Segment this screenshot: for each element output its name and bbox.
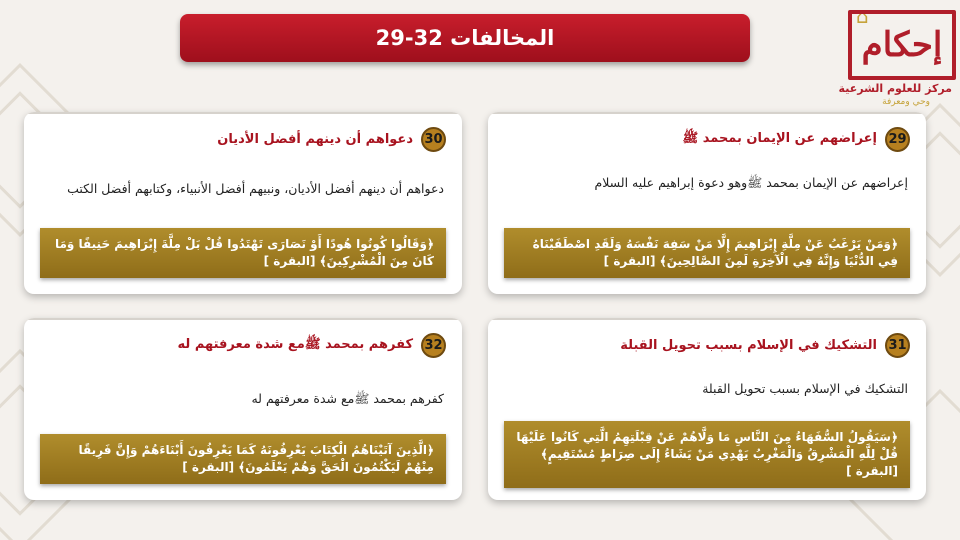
card-description: كفرهم بمحمد ﷺمع شدة معرفتهم له <box>251 391 444 406</box>
card-divider <box>24 318 462 320</box>
card-divider <box>488 318 926 320</box>
card-header <box>620 332 910 358</box>
card-description: إعراضهم عن الإيمان بمحمد ﷺوهو دعوة إبراهيم عليه السلام <box>594 175 908 190</box>
card-number-badge: 31 <box>885 333 910 358</box>
card-32 <box>24 318 462 500</box>
page-title: المخالفات 32-29 <box>375 26 555 50</box>
logo <box>838 4 956 108</box>
card-title: دعواهم أن دينهم أفضل الأديان <box>217 131 413 147</box>
card-header <box>682 126 910 152</box>
card-verse: ﴿سَيَقُولُ السُّفَهَاءُ مِنَ النَّاسِ مَا وَلَّاهُمْ عَنْ قِبْلَتِهِمُ الَّتِي كَانُوا عَلَيْهَا قُلْ لِلَّهِ الْمَشْرِقُ وَالْمَغْرِبُ يَهْدِي مَنْ يَشَاءُ إِلَى صِرَاطٍ مُسْتَقِيمٍ﴾ [البقرة ] <box>504 421 910 488</box>
card-30 <box>24 112 462 294</box>
card-number-badge: 29 <box>885 127 910 152</box>
logo-subtitle: مركز للعلوم الشرعية <box>838 82 952 95</box>
card-header <box>217 126 446 152</box>
card-header <box>178 332 446 358</box>
card-description: دعواهم أن دينهم أفضل الأديان، ونبيهم أفضل الأنبياء، وكتابهم أفضل الكتب <box>67 181 444 196</box>
logo-tagline: وحي ومعرفة <box>882 97 930 107</box>
card-divider <box>488 112 926 114</box>
dome-icon: ⌂ <box>856 4 869 28</box>
card-title: كفرهم بمحمد ﷺمع شدة معرفتهم له <box>177 336 413 352</box>
card-number-badge: 32 <box>421 333 446 358</box>
card-verse: ﴿وَمَنْ يَرْغَبُ عَنْ مِلَّةِ إِبْرَاهِيمَ إِلَّا مَنْ سَفِهَ نَفْسَهُ وَلَقَدِ اصْطَفَيْنَاهُ فِي الدُّنْيَا وَإِنَّهُ فِي الْآخِرَةِ لَمِنَ الصَّالِحِينَ﴾ [البقرة ] <box>504 228 910 278</box>
card-description: التشكيك في الإسلام بسبب تحويل القبلة <box>702 381 908 396</box>
card-number-badge: 30 <box>421 127 446 152</box>
card-verse: ﴿الَّذِينَ آتَيْنَاهُمُ الْكِتَابَ يَعْرِفُونَهُ كَمَا يَعْرِفُونَ أَبْنَاءَهُمْ وَإِنَّ فَرِيقًا مِنْهُمْ لَيَكْتُمُونَ الْحَقَّ وَهُمْ يَعْلَمُونَ﴾ [البقرة ] <box>40 434 446 484</box>
card-31 <box>488 318 926 500</box>
card-verse: ﴿وَقَالُوا كُونُوا هُودًا أَوْ نَصَارَى تَهْتَدُوا قُلْ بَلْ مِلَّةَ إِبْرَاهِيمَ حَنِيفًا وَمَا كَانَ مِنَ الْمُشْرِكِينَ﴾ [البقرة ] <box>40 228 446 278</box>
card-29 <box>488 112 926 294</box>
card-title: التشكيك في الإسلام بسبب تحويل القبلة <box>620 337 877 353</box>
card-divider <box>24 112 462 114</box>
logo-mark: إحكام <box>848 10 956 80</box>
title-bar <box>180 14 750 62</box>
card-title: إعراضهم عن الإيمان بمحمد ﷺ <box>682 130 877 146</box>
